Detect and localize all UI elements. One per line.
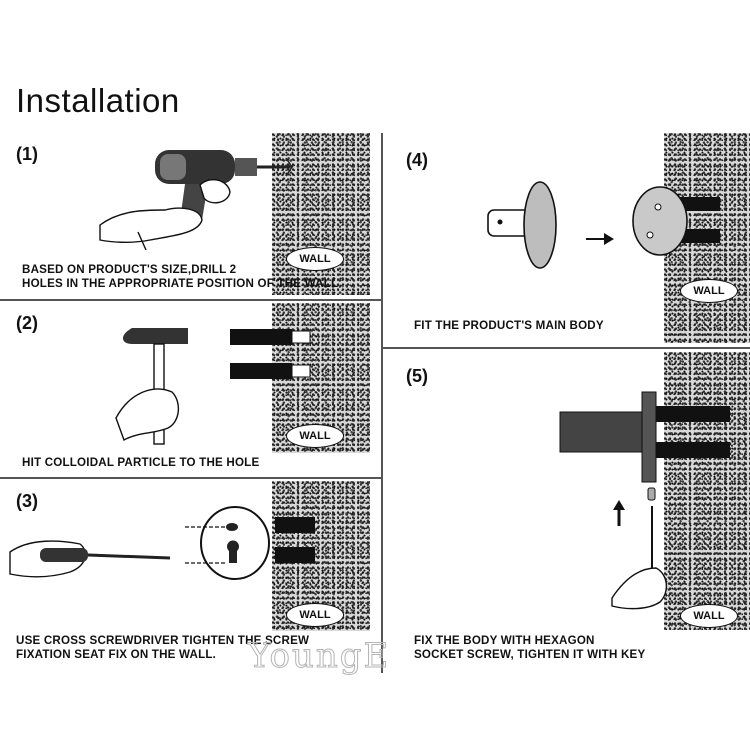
step-1-caption-line1: BASED ON PRODUCT'S SIZE,DRILL 2 bbox=[22, 263, 237, 276]
hex-key-hand-illustration bbox=[608, 488, 688, 613]
mounting-seat-illustration bbox=[185, 505, 325, 590]
step-2-number: (2) bbox=[16, 313, 38, 333]
mounted-seat-illustration bbox=[620, 185, 720, 265]
step-3-caption-line1: USE CROSS SCREWDRIVER TIGHTEN THE SCREW bbox=[16, 634, 310, 647]
arrow-right-icon bbox=[586, 232, 614, 246]
step-5-caption-line2: SOCKET SCREW, TIGHTEN IT WITH KEY bbox=[414, 648, 646, 661]
step-3-caption-line2: FIXATION SEAT FIX ON THE WALL. bbox=[16, 648, 217, 661]
wall-plugs-illustration bbox=[230, 325, 320, 385]
divider-left-2 bbox=[0, 477, 381, 479]
step-5-caption-line1: FIX THE BODY WITH HEXAGON bbox=[414, 634, 595, 647]
divider-right-1 bbox=[382, 347, 750, 349]
step-2-caption-line1: HIT COLLOIDAL PARTICLE TO THE HOLE bbox=[22, 456, 260, 469]
step-1-caption-line2: HOLES IN THE APPROPRIATE POSITION OF THE WALL bbox=[22, 277, 339, 290]
divider-vertical bbox=[381, 133, 383, 673]
step-5-wall-tag: WALL bbox=[680, 604, 738, 628]
step-2-wall-tag: WALL bbox=[286, 424, 344, 448]
step-5-number: (5) bbox=[406, 366, 428, 386]
step-3-number: (3) bbox=[16, 491, 38, 511]
screwdriver-illustration bbox=[10, 522, 170, 592]
divider-left-1 bbox=[0, 299, 381, 301]
watermark: YoungE bbox=[248, 636, 391, 676]
drill-illustration bbox=[100, 140, 300, 250]
main-body-illustration bbox=[488, 180, 568, 275]
page-title: Installation bbox=[16, 82, 180, 119]
hammer-illustration bbox=[110, 322, 200, 452]
step-1-number: (1) bbox=[16, 144, 38, 164]
installed-body-illustration bbox=[560, 386, 750, 496]
step-4-wall-tag: WALL bbox=[680, 279, 738, 303]
step-1-wall-tag: WALL bbox=[286, 247, 344, 271]
step-3-wall-tag: WALL bbox=[286, 603, 344, 627]
step-4-caption-line1: FIT THE PRODUCT'S MAIN BODY bbox=[414, 319, 604, 332]
step-4-number: (4) bbox=[406, 150, 428, 170]
